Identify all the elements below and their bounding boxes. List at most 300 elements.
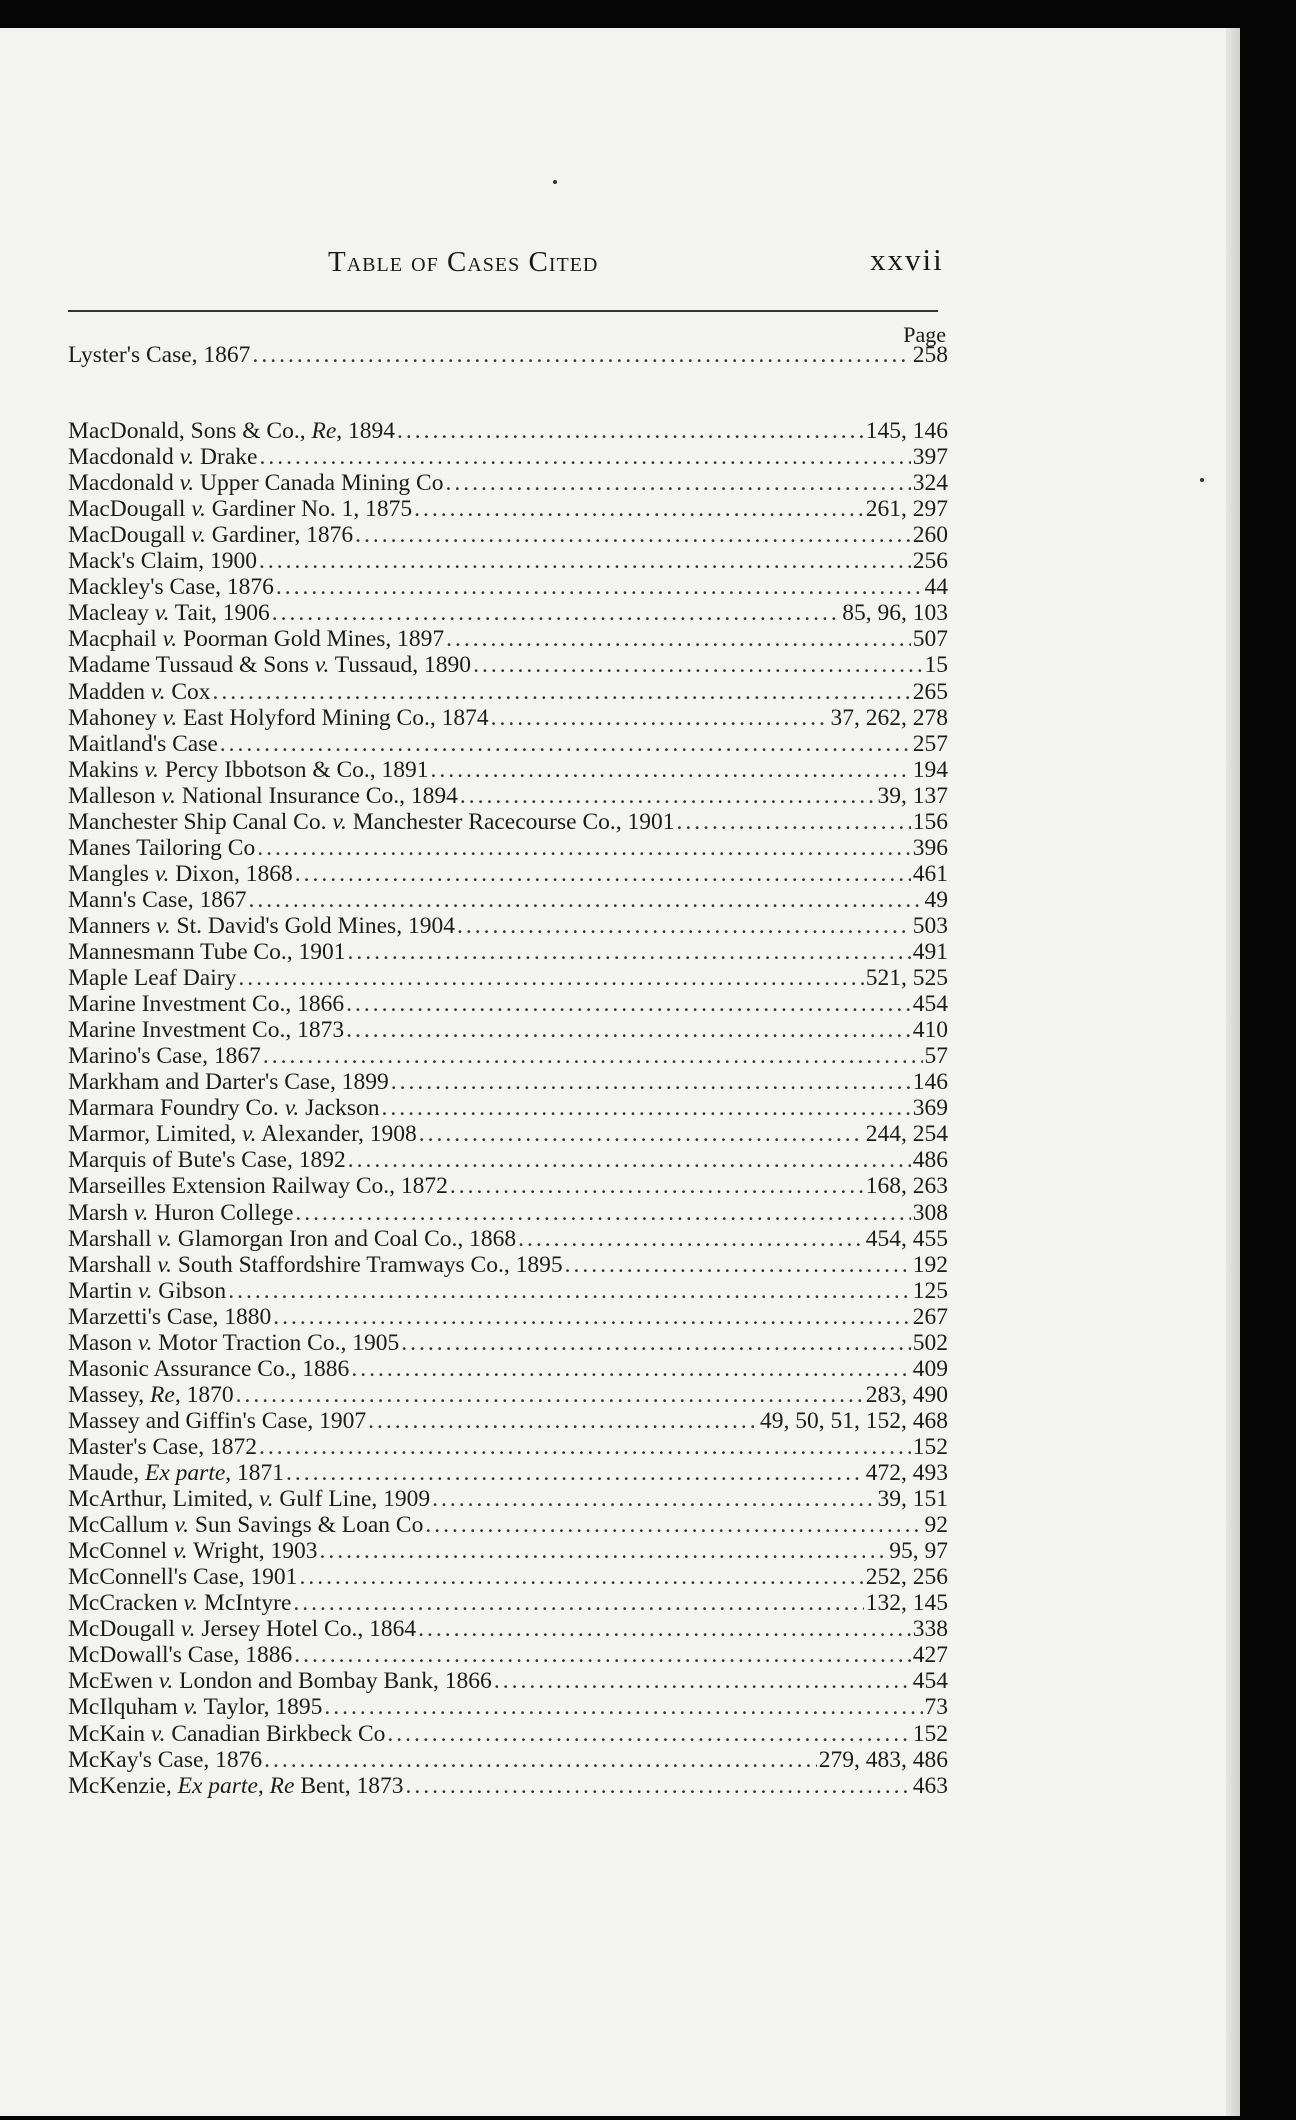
- dot-leader: [397, 418, 864, 444]
- case-entry: [68, 496, 948, 522]
- case-name-italic: v.: [156, 912, 171, 939]
- case-entry: [68, 965, 948, 991]
- case-name-italic: v.: [158, 1668, 174, 1695]
- case-pages: 125: [912, 1277, 948, 1304]
- case-name-text: Macleay: [68, 600, 155, 627]
- case-pages: 73: [924, 1694, 948, 1721]
- case-name-italic: v.: [144, 756, 159, 783]
- case-entry: [68, 1069, 948, 1095]
- dot-leader: [401, 1330, 911, 1356]
- case-name: [68, 1773, 403, 1799]
- case-name-rest: Gibson: [152, 1277, 227, 1304]
- case-name: [68, 1434, 257, 1460]
- case-pages: 491: [912, 939, 948, 965]
- case-name: [68, 1069, 389, 1095]
- case-name-italic: v.: [173, 1538, 188, 1565]
- case-pages: 49: [924, 886, 948, 913]
- dot-leader: [431, 757, 911, 783]
- case-pages: 156: [912, 808, 948, 835]
- case-entry: [68, 861, 948, 887]
- dot-leader: [259, 548, 911, 574]
- case-name-text: McEwen: [68, 1668, 159, 1695]
- case-name-text: Manchester Ship Canal Co.: [68, 808, 333, 835]
- case-name-text: Mack's Claim, 1900: [68, 548, 257, 575]
- case-name-text: Lyster's Case, 1867: [68, 342, 251, 368]
- case-name: [68, 1252, 563, 1278]
- case-name: [68, 861, 293, 887]
- case-entry: [68, 626, 948, 652]
- dot-leader: [273, 1304, 910, 1330]
- case-pages: 194: [912, 756, 948, 783]
- dot-leader: [238, 965, 863, 991]
- dot-leader: [348, 1147, 911, 1173]
- dot-leader: [494, 1668, 911, 1694]
- case-name: [68, 444, 257, 470]
- case-name-rest: Manchester Racecourse Co., 1901: [346, 808, 675, 835]
- case-name-text: McConnell's Case, 1901: [68, 1564, 298, 1591]
- case-name-text: Massey and Giffin's Case, 1907: [68, 1407, 367, 1434]
- case-name: [68, 705, 489, 731]
- case-entry: [68, 1773, 948, 1799]
- case-entry: [68, 1200, 948, 1226]
- case-name: [68, 574, 274, 600]
- case-entry: [68, 652, 948, 678]
- case-name-rest: Taylor, 1895: [198, 1694, 323, 1721]
- case-entry: [68, 1460, 948, 1486]
- dot-leader: [276, 574, 923, 600]
- case-name-text: Marzetti's Case, 1880: [68, 1303, 272, 1330]
- case-name-text: Macphail: [68, 626, 163, 653]
- dot-leader: [457, 913, 911, 939]
- dot-leader: [264, 1747, 817, 1773]
- case-name-text: McDowall's Case, 1886: [68, 1642, 293, 1669]
- book-page: [0, 28, 1240, 2116]
- dot-leader: [419, 1121, 864, 1147]
- dot-leader: [346, 1017, 911, 1043]
- case-pages: 95, 97: [889, 1538, 948, 1565]
- case-pages: 338: [912, 1616, 948, 1643]
- case-entry: [68, 887, 948, 913]
- dot-leader: [299, 1564, 863, 1590]
- case-name: [68, 1564, 297, 1590]
- case-name-text: Mannesmann Tube Co., 1901: [68, 939, 346, 965]
- case-name-text: Maple Leaf Dairy: [68, 965, 237, 992]
- case-pages: 257: [912, 730, 948, 757]
- dot-leader: [460, 783, 876, 809]
- case-name-text: McCracken: [68, 1590, 184, 1617]
- case-name-italic: v.: [191, 496, 206, 523]
- case-name-rest: Huron College: [148, 1199, 294, 1226]
- case-name-text: Master's Case, 1872: [68, 1433, 257, 1460]
- dot-leader: [445, 470, 910, 496]
- case-pages: 267: [912, 1303, 948, 1330]
- case-pages: 260: [912, 522, 948, 549]
- case-name-text: Madame Tussaud & Sons: [68, 652, 315, 679]
- case-name-rest: Drake: [194, 444, 258, 471]
- case-name-text: McDougall: [68, 1616, 181, 1643]
- dot-leader: [347, 939, 910, 965]
- case-name-rest: Tait, 1906: [169, 600, 270, 627]
- case-name: [68, 965, 236, 991]
- dot-leader: [252, 342, 910, 368]
- case-name-rest: , 1871: [225, 1460, 285, 1486]
- case-name: [68, 1668, 492, 1694]
- dot-leader: [405, 1773, 910, 1799]
- case-name-text: Marino's Case, 1867: [68, 1043, 261, 1070]
- case-name-rest: , 1894: [336, 418, 396, 444]
- case-name: [68, 522, 353, 548]
- case-name-rest: Canadian Birkbeck Co: [165, 1720, 386, 1747]
- case-name-rest: Gardiner No. 1, 1875: [205, 496, 413, 523]
- case-name-italic: Ex parte: [145, 1460, 226, 1486]
- case-entry: [68, 418, 948, 444]
- page-column-label: Page: [903, 322, 946, 347]
- dot-leader: [346, 991, 911, 1017]
- dot-leader: [518, 1226, 864, 1252]
- case-name-text: Martin: [68, 1277, 138, 1304]
- case-entry: [68, 1747, 948, 1773]
- case-name-text: McKain: [68, 1720, 151, 1747]
- case-entry: [68, 548, 948, 574]
- case-name-italic: Ex parte, Re: [177, 1772, 295, 1799]
- case-name-rest: Sun Savings & Loan Co: [188, 1512, 424, 1539]
- case-name-italic: v.: [137, 1277, 153, 1304]
- case-pages: 463: [912, 1772, 948, 1799]
- case-name-text: Marquis of Bute's Case, 1892: [68, 1147, 346, 1174]
- case-name-rest: Percy Ibbotson & Co., 1891: [158, 756, 429, 783]
- case-name-italic: v.: [179, 470, 195, 497]
- case-entry: [68, 939, 948, 965]
- case-entry: [68, 809, 948, 835]
- case-pages: 409: [912, 1355, 948, 1382]
- case-name-rest: Dixon, 1868: [169, 860, 293, 887]
- case-name-italic: Re: [311, 418, 337, 444]
- case-entry: [68, 1668, 948, 1694]
- case-pages: 252, 256: [865, 1564, 948, 1591]
- dot-leader: [425, 1512, 922, 1538]
- case-pages: 85, 96, 103: [842, 600, 948, 627]
- case-name: [68, 1512, 423, 1538]
- dot-leader: [295, 861, 911, 887]
- case-pages: 57: [924, 1043, 948, 1070]
- case-name: [68, 1616, 416, 1642]
- case-entry: [68, 1095, 948, 1121]
- case-name: [68, 679, 211, 705]
- case-name-rest: Alexander, 1908: [256, 1121, 417, 1148]
- case-name-rest: Wright, 1903: [187, 1538, 318, 1565]
- running-head: [0, 236, 1240, 286]
- dot-leader: [259, 444, 910, 470]
- case-pages: 244, 254: [865, 1121, 948, 1148]
- case-name: [68, 1408, 366, 1434]
- dot-leader: [220, 731, 911, 757]
- case-pages: 369: [912, 1095, 948, 1122]
- case-name: [68, 1017, 344, 1043]
- case-name: [68, 1460, 284, 1486]
- case-name-italic: v.: [183, 1590, 199, 1617]
- case-name: [68, 1721, 385, 1747]
- case-name-text: McKenzie,: [68, 1772, 178, 1799]
- case-pages: 410: [912, 1017, 948, 1044]
- case-name: [68, 991, 344, 1017]
- case-name: [68, 1304, 271, 1330]
- case-name-italic: v.: [180, 1616, 196, 1643]
- case-entry: [68, 1147, 948, 1173]
- case-entry: [68, 1226, 948, 1252]
- case-pages: 265: [912, 678, 948, 705]
- dot-leader: [324, 1694, 922, 1720]
- case-name-text: Makins: [68, 756, 145, 783]
- case-name-text: Mangles: [68, 860, 155, 887]
- case-entry: [68, 913, 948, 939]
- case-name-rest: Jersey Hotel Co., 1864: [195, 1616, 417, 1643]
- page-edge-shadow: [1226, 28, 1240, 2116]
- case-entry: [68, 522, 948, 548]
- case-name-rest: St. David's Gold Mines, 1904: [170, 912, 455, 939]
- dot-leader: [391, 1069, 911, 1095]
- case-name: [68, 1382, 234, 1408]
- case-name: [68, 342, 250, 368]
- case-pages: 324: [912, 470, 948, 497]
- case-name-text: Massey,: [68, 1381, 151, 1408]
- dot-leader: [677, 809, 911, 835]
- case-entry: [68, 731, 948, 757]
- case-entry: [68, 1330, 948, 1356]
- case-pages: 454: [912, 1668, 948, 1695]
- dot-leader: [418, 1616, 911, 1642]
- case-name: [68, 652, 471, 678]
- dot-leader: [387, 1721, 910, 1747]
- case-name-text: Marsh: [68, 1199, 134, 1226]
- case-entry: [68, 1616, 948, 1642]
- dot-leader: [319, 1538, 887, 1564]
- case-pages: 261, 297: [865, 496, 948, 523]
- case-name: [68, 1356, 349, 1382]
- case-name-text: Marmara Foundry Co.: [68, 1095, 285, 1122]
- case-entry: [68, 444, 948, 470]
- case-name-text: MacDougall: [68, 522, 192, 549]
- case-pages: 15: [924, 652, 948, 679]
- case-name-text: Macdonald: [68, 444, 180, 471]
- case-name-text: Maude,: [68, 1460, 146, 1486]
- case-entry: [68, 1434, 948, 1460]
- case-name-text: McConnel: [68, 1538, 174, 1565]
- case-name: [68, 1642, 292, 1668]
- case-name-rest: McIntyre: [198, 1590, 292, 1617]
- case-entry: [68, 1408, 948, 1434]
- page-title: Table of Cases Cited: [328, 246, 599, 278]
- case-name: [68, 1694, 322, 1720]
- case-name-italic: v.: [174, 1512, 189, 1539]
- case-name: [68, 626, 444, 652]
- case-name-text: Mackley's Case, 1876: [68, 574, 274, 601]
- case-name-rest: Motor Traction Co., 1905: [152, 1329, 400, 1356]
- case-entry: [68, 600, 948, 626]
- dot-leader: [368, 1408, 758, 1434]
- case-name-text: Mahoney: [68, 704, 163, 731]
- dot-leader: [228, 1278, 911, 1304]
- case-entry: [68, 1512, 948, 1538]
- case-pages: 427: [912, 1642, 948, 1669]
- case-name-text: Madden: [68, 678, 151, 705]
- case-pages: 396: [912, 834, 948, 861]
- case-pages: 454: [912, 991, 948, 1018]
- scan-speck: [1200, 478, 1204, 482]
- case-name-text: McKay's Case, 1876: [68, 1746, 263, 1773]
- header-rule: [68, 310, 938, 312]
- case-name-rest: South Staffordshire Tramways Co., 1895: [171, 1251, 563, 1278]
- dot-leader: [355, 522, 911, 548]
- case-name-rest: , 1870: [174, 1381, 234, 1408]
- case-name-text: Marine Investment Co., 1873: [68, 1017, 345, 1044]
- case-entry: [68, 1721, 948, 1747]
- case-pages: 152: [912, 1433, 948, 1460]
- case-name-italic: v.: [332, 808, 347, 835]
- case-name-italic: v.: [162, 704, 178, 731]
- case-name-rest: London and Bombay Bank, 1866: [173, 1668, 492, 1695]
- case-entry: [68, 757, 948, 783]
- case-pages: 472, 493: [865, 1460, 948, 1486]
- dot-leader: [257, 835, 911, 861]
- case-entry: [68, 1564, 948, 1590]
- case-name: [68, 496, 412, 522]
- case-name-rest: Glamorgan Iron and Coal Co., 1868: [171, 1225, 517, 1252]
- case-name-text: MacDougall: [68, 496, 192, 523]
- case-pages: 503: [912, 912, 948, 939]
- case-name-text: Masonic Assurance Co., 1886: [68, 1355, 350, 1382]
- case-pages: 49, 50, 51, 152, 468: [760, 1407, 948, 1434]
- case-name-rest: East Holyford Mining Co., 1874: [177, 704, 489, 731]
- case-name: [68, 1226, 516, 1252]
- case-entry: [68, 1486, 948, 1512]
- case-pages: 454, 455: [865, 1225, 948, 1252]
- case-name-italic: v.: [162, 626, 178, 653]
- case-name-italic: v.: [314, 652, 330, 679]
- case-pages: 92: [924, 1512, 948, 1539]
- case-name: [68, 600, 270, 626]
- case-name-rest: Cox: [165, 678, 211, 705]
- case-name: [68, 418, 395, 444]
- case-name: [68, 757, 429, 783]
- dot-leader: [351, 1356, 910, 1382]
- case-entry: [68, 1538, 948, 1564]
- case-name: [68, 1278, 226, 1304]
- case-name: [68, 1486, 430, 1512]
- case-pages: 397: [912, 444, 948, 471]
- case-name: [68, 548, 257, 574]
- dot-leader: [259, 1434, 911, 1460]
- dot-leader: [446, 626, 911, 652]
- case-name-rest: Jackson: [299, 1095, 380, 1122]
- case-pages: 258: [912, 342, 948, 368]
- case-name: [68, 1095, 380, 1121]
- case-pages: 486: [912, 1147, 948, 1174]
- case-entry: [68, 1590, 948, 1616]
- case-name: [68, 1538, 317, 1564]
- dot-leader: [450, 1173, 864, 1199]
- case-name: [68, 1173, 448, 1199]
- dot-leader: [213, 679, 911, 705]
- case-name-rest: Tussaud, 1890: [329, 652, 472, 679]
- case-name-text: Marmor, Limited,: [68, 1121, 242, 1148]
- case-entry: [68, 991, 948, 1017]
- dot-leader: [565, 1252, 911, 1278]
- case-name-rest: Gulf Line, 1909: [273, 1486, 431, 1513]
- case-name-italic: Re: [150, 1381, 175, 1408]
- case-name: [68, 887, 247, 913]
- case-name-italic: v.: [154, 600, 170, 627]
- case-name: [68, 809, 675, 835]
- case-name: [68, 1590, 291, 1616]
- case-name-rest: Poorman Gold Mines, 1897: [177, 626, 445, 653]
- case-pages: 308: [912, 1199, 948, 1226]
- case-name-text: Maitland's Case: [68, 730, 218, 757]
- case-entry: [68, 1278, 948, 1304]
- case-pages: 507: [912, 626, 948, 653]
- case-pages: 37, 262, 278: [830, 704, 948, 731]
- case-name: [68, 1330, 399, 1356]
- case-name-text: Marseilles Extension Railway Co., 1872: [68, 1173, 448, 1200]
- case-name: [68, 783, 458, 809]
- case-pages: 256: [912, 548, 948, 575]
- case-pages: 279, 483, 486: [818, 1746, 948, 1773]
- case-pages: 461: [912, 860, 948, 887]
- case-name-italic: v.: [157, 1251, 172, 1278]
- case-name-italic: v.: [191, 522, 206, 549]
- case-name: [68, 1147, 346, 1173]
- dot-leader: [263, 1043, 923, 1069]
- case-entry: [68, 835, 948, 861]
- case-pages: 145, 146: [865, 418, 948, 444]
- case-pages: 168, 263: [865, 1173, 948, 1200]
- case-name-text: Marshall: [68, 1251, 158, 1278]
- case-name-text: Manes Tailoring Co: [68, 834, 256, 861]
- case-entry: [68, 1382, 948, 1408]
- case-name-rest: Upper Canada Mining Co: [194, 470, 444, 497]
- case-name: [68, 939, 345, 965]
- case-name-italic: v.: [157, 1225, 172, 1252]
- case-name-text: Mason: [68, 1329, 138, 1356]
- case-name-text: McArthur, Limited,: [68, 1486, 259, 1513]
- dot-leader: [249, 887, 923, 913]
- case-name-italic: v.: [150, 678, 166, 705]
- case-pages: 39, 137: [877, 782, 948, 809]
- dot-leader: [272, 600, 841, 626]
- case-entry: [68, 1017, 948, 1043]
- dot-leader: [295, 1200, 910, 1226]
- case-name-text: McCallum: [68, 1512, 175, 1539]
- case-name-rest: Bent, 1873: [294, 1772, 404, 1799]
- case-pages: 521, 525: [865, 965, 948, 992]
- scan-speck: [553, 180, 557, 184]
- case-name-italic: v.: [161, 782, 176, 809]
- case-entry: [68, 1121, 948, 1147]
- case-entry: [68, 470, 948, 496]
- case-name-italic: v.: [137, 1329, 153, 1356]
- case-name: [68, 835, 255, 861]
- case-name: [68, 1200, 293, 1226]
- dot-leader: [432, 1486, 875, 1512]
- dot-leader: [236, 1382, 864, 1408]
- dot-leader: [414, 496, 864, 522]
- case-name-italic: v.: [179, 444, 195, 471]
- case-name-italic: v.: [150, 1720, 166, 1747]
- case-entry: [68, 783, 948, 809]
- case-name-text: McIlquham: [68, 1694, 184, 1721]
- dot-leader: [294, 1642, 911, 1668]
- case-pages: 146: [912, 1069, 948, 1096]
- case-name-italic: v.: [241, 1121, 257, 1148]
